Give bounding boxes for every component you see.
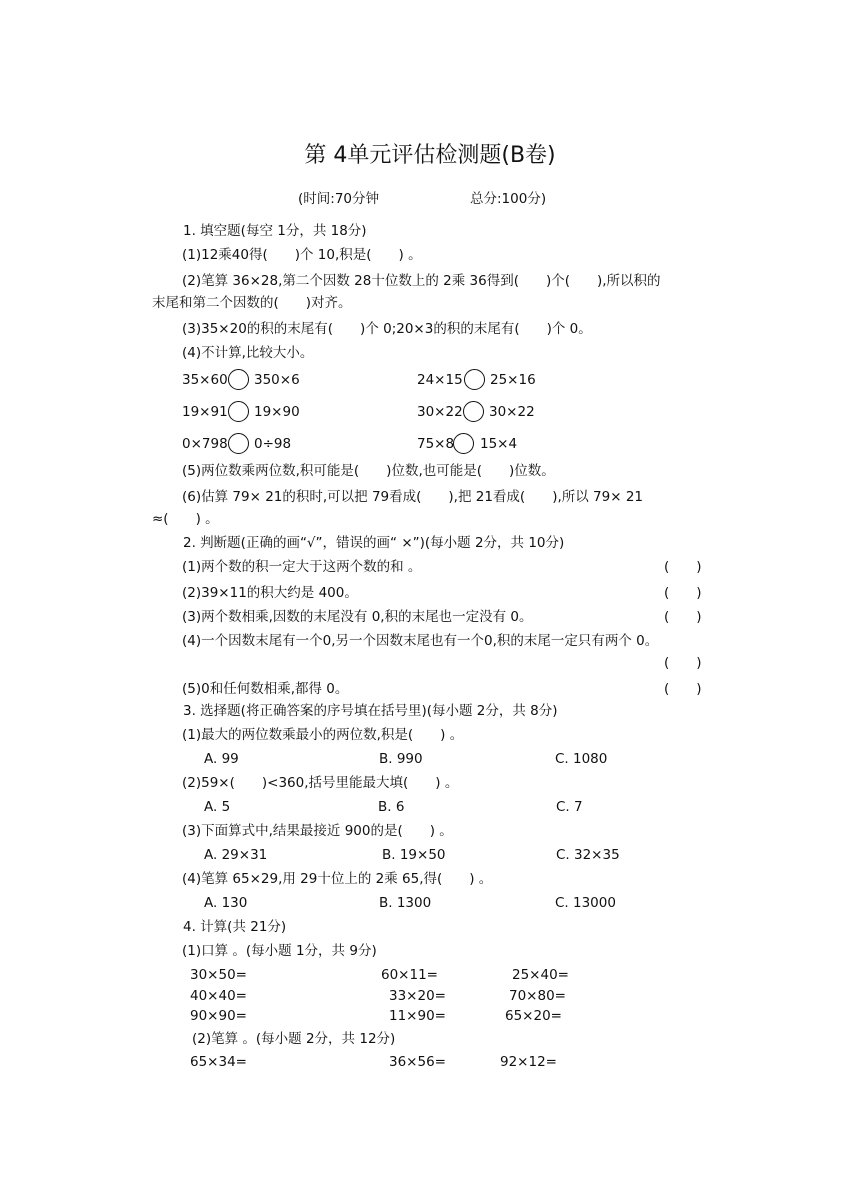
choice-option-a[interactable]: A. 5 (204, 799, 231, 815)
choice-question: (1)最大的两位数乘最小的两位数,积是( ) 。 (182, 727, 464, 743)
compare-right: 19×90 (254, 404, 300, 420)
judge-item: (4)一个因数末尾有一个0,另一个因数末尾也有一个0,积的末尾一定只有两个 0。 (182, 633, 659, 649)
choice-option-a[interactable]: A. 29×31 (204, 847, 268, 863)
compare-circle[interactable] (228, 433, 249, 454)
choice-option-b[interactable]: B. 6 (378, 799, 405, 815)
choice-option-b[interactable]: B. 990 (379, 751, 423, 767)
choice-option-a[interactable]: A. 99 (204, 751, 239, 767)
compare-right: 25×16 (490, 372, 536, 388)
oral-item: 60×11= (381, 967, 438, 983)
question-1-6-line2: ≈( ) 。 (152, 511, 219, 527)
choice-option-c[interactable]: C. 7 (556, 799, 583, 815)
compare-right: 15×4 (480, 436, 518, 452)
page-title: 第 4单元评估检测题(B卷) (304, 143, 556, 168)
oral-item: 70×80= (509, 988, 566, 1004)
answer-paren[interactable]: ( ) (664, 609, 702, 625)
compare-circle[interactable] (463, 401, 484, 422)
compare-circle[interactable] (464, 369, 485, 390)
compare-circle[interactable] (228, 369, 249, 390)
oral-item: 25×40= (512, 967, 569, 983)
compare-left: 30×22 (417, 404, 463, 420)
question-1-5: (5)两位数乘两位数,积可能是( )位数,也可能是( )位数。 (182, 463, 555, 479)
choice-question: (3)下面算式中,结果最接近 900的是( ) 。 (182, 823, 453, 839)
question-1-6-line1: (6)估算 79× 21的积时,可以把 79看成( ),把 21看成( ),所以 79× 21 (182, 489, 644, 505)
written-item: 36×56= (389, 1054, 446, 1070)
question-1-2-line1: (2)笔算 36×28,第二个因数 28十位数上的 2乘 36得到( )个( ),所以积的 (182, 273, 661, 289)
section-4-heading: 4. 计算(共 21分) (183, 919, 287, 935)
score-info: 总分:100分) (470, 191, 547, 207)
choice-option-b[interactable]: B. 19×50 (382, 847, 446, 863)
compare-left: 19×91 (182, 404, 228, 420)
question-1-2-line2: 末尾和第二个因数的( )对齐。 (152, 295, 352, 311)
judge-item: (3)两个数相乘,因数的末尾没有 0,积的末尾也一定没有 0。 (182, 609, 533, 625)
answer-paren[interactable]: ( ) (664, 681, 702, 697)
compare-right: 0÷98 (254, 436, 292, 452)
question-1-1: (1)12乘40得( )个 10,积是( ) 。 (182, 247, 422, 263)
section-3-heading: 3. 选择题(将正确答案的序号填在括号里)(每小题 2分，共 8分) (183, 703, 558, 719)
answer-paren[interactable]: ( ) (664, 655, 702, 671)
compare-circle[interactable] (228, 401, 249, 422)
compare-left: 0×798 (182, 436, 228, 452)
choice-option-b[interactable]: B. 1300 (379, 895, 432, 911)
choice-option-a[interactable]: A. 130 (204, 895, 248, 911)
judge-item: (1)两个数的积一定大于这两个数的和 。 (182, 559, 422, 575)
compare-left: 35×60 (182, 372, 228, 388)
answer-paren[interactable]: ( ) (664, 559, 702, 575)
section-2-heading: 2. 判断题(正确的画“√”，错误的画“ ×”)(每小题 2分，共 10分) (183, 535, 565, 551)
written-heading: (2)笔算 。(每小题 2分，共 12分) (192, 1031, 396, 1047)
judge-item: (5)0和任何数相乘,都得 0。 (182, 681, 349, 697)
choice-option-c[interactable]: C. 13000 (555, 895, 616, 911)
oral-item: 90×90= (190, 1008, 247, 1024)
oral-item: 30×50= (190, 967, 247, 983)
written-item: 92×12= (500, 1054, 557, 1070)
compare-right: 350×6 (254, 372, 300, 388)
oral-item: 11×90= (389, 1008, 446, 1024)
oral-heading: (1)口算 。(每小题 1分，共 9分) (182, 943, 377, 959)
compare-left: 75×8 (417, 436, 455, 452)
compare-left: 24×15 (417, 372, 463, 388)
compare-circle[interactable] (453, 433, 474, 454)
section-1-heading: 1. 填空题(每空 1分，共 18分) (183, 223, 367, 239)
time-info: (时间:70分钟 (298, 191, 379, 207)
question-1-3: (3)35×20的积的末尾有( )个 0;20×3的积的末尾有( )个 0。 (182, 321, 592, 337)
choice-question: (2)59×( )<360,括号里能最大填( ) 。 (182, 775, 459, 791)
choice-option-c[interactable]: C. 1080 (555, 751, 608, 767)
choice-question: (4)笔算 65×29,用 29十位上的 2乘 65,得( ) 。 (182, 871, 493, 887)
oral-item: 33×20= (389, 988, 446, 1004)
oral-item: 65×20= (505, 1008, 562, 1024)
written-item: 65×34= (190, 1054, 247, 1070)
answer-paren[interactable]: ( ) (664, 585, 702, 601)
question-1-4: (4)不计算,比较大小。 (182, 345, 314, 361)
compare-right: 30×22 (489, 404, 535, 420)
oral-item: 40×40= (190, 988, 247, 1004)
judge-item: (2)39×11的积大约是 400。 (182, 585, 358, 601)
choice-option-c[interactable]: C. 32×35 (556, 847, 620, 863)
